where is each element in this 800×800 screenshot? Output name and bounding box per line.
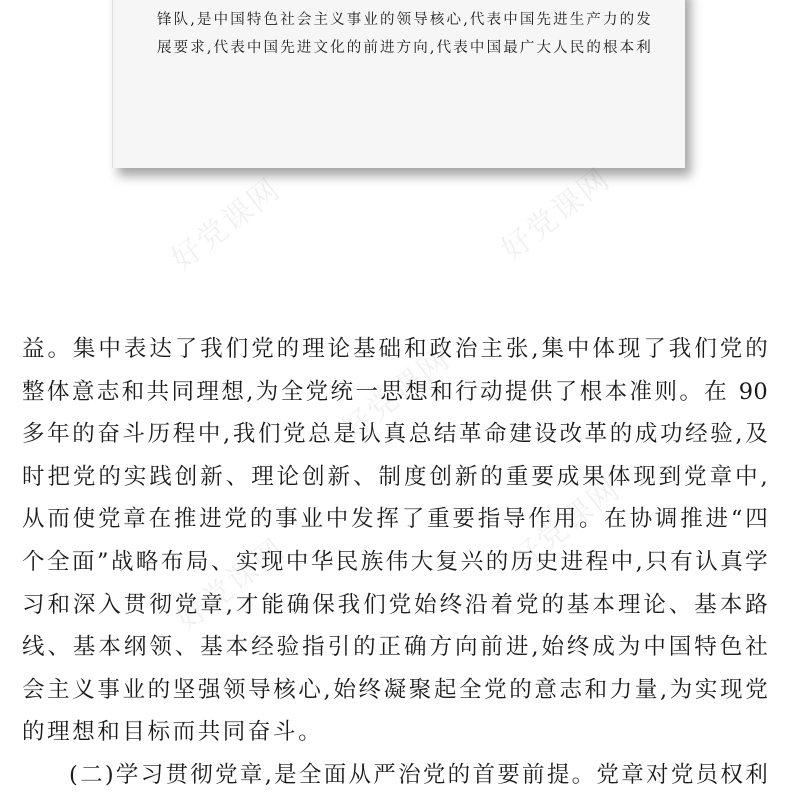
watermark-text: 好党课网 bbox=[494, 161, 618, 268]
card-line-2: 锋队,是中国特色社会主义事业的领导核心,代表中国先进生产力的发 bbox=[157, 12, 651, 28]
body-line-9: 会主义事业的坚强领导核心,始终凝聚起全党的意志和力量,为实现党 bbox=[22, 676, 768, 703]
watermark-text: 好党课网 bbox=[334, 341, 458, 448]
body-paragraph bbox=[22, 328, 768, 797]
quoted-excerpt-card bbox=[112, 0, 685, 168]
body-line-10: 的理想和目标而共同奋斗。 bbox=[22, 719, 324, 746]
body-line-3: 多年的奋斗历程中,我们党总是认真总结革命建设改革的成功经验,及 bbox=[22, 421, 768, 448]
card-line-3: 展要求,代表中国先进文化的前进方向,代表中国最广大人民的根本利 bbox=[157, 40, 651, 56]
body-line-7: 习和深入贯彻党章,才能确保我们党始终沿着党的基本理论、基本路 bbox=[22, 591, 768, 618]
body-line-6: 个全面”战略布局、实现中华民族伟大复兴的历史进程中,只有认真学 bbox=[22, 548, 768, 575]
body-line-2: 整体意志和共同理想,为全党统一思想和行动提供了根本准则。在 90 bbox=[22, 378, 768, 405]
body-line-1: 益。集中表达了我们党的理论基础和政治主张,集中体现了我们党的 bbox=[22, 336, 768, 362]
body-line-5: 从而使党章在推进党的事业中发挥了重要指导作用。在协调推进“四 bbox=[22, 506, 768, 533]
body-line-8: 线、基本纲领、基本经验指引的正确方向前进,始终成为中国特色社 bbox=[22, 634, 768, 661]
section-heading-line: (二)学习贯彻党章,是全面从严治党的首要前提。党章对党员权利 bbox=[69, 761, 768, 788]
watermark-text: 好党课网 bbox=[164, 171, 288, 278]
watermark-text: 好党课网 bbox=[504, 471, 628, 578]
card-line-1 bbox=[157, 0, 651, 1]
body-line-4: 时把党的实践创新、理论创新、制度创新的重要成果体现到党章中, bbox=[22, 463, 768, 490]
watermark-text: 好党课网 bbox=[169, 531, 293, 638]
